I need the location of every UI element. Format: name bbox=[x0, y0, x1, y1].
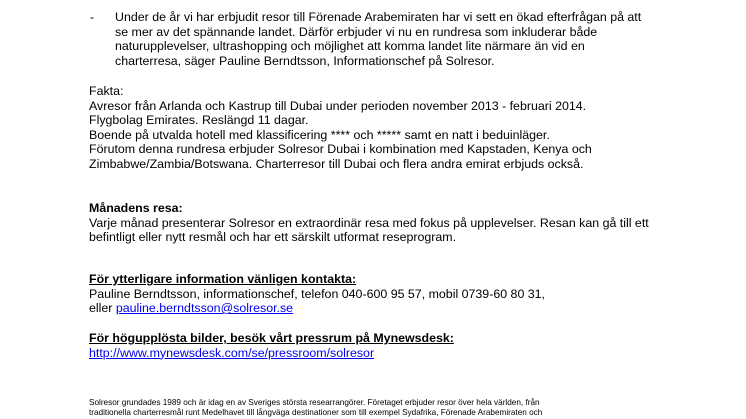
quote-line: naturupplevelser, ultrashopping och möjlighet att komma landet lite närmare än vid en bbox=[115, 39, 585, 54]
quote-line: charterresa, säger Pauline Berndtsson, Informationschef på Solresor. bbox=[115, 53, 495, 68]
quote-paragraph bbox=[115, 10, 650, 68]
footer-paragraph bbox=[89, 398, 669, 418]
fakta-line: Zimbabwe/Zambia/Botswana. Charterresor till Dubai och flera andra emirat erbjuds också. bbox=[89, 156, 584, 171]
footer-line: Solresor grundades 1989 och är idag en av Sveriges största researrangörer. Företaget erbjuder resor över hela världen, från bbox=[89, 398, 540, 407]
quote-line: Under de år vi har erbjudit resor till Förenade Arabemiraten har vi sett en ökad efterfrågan på att bbox=[115, 10, 642, 24]
bullet-marker: - bbox=[90, 10, 95, 24]
contact-email-link[interactable]: pauline.berndtsson@solresor.se bbox=[115, 301, 294, 316]
contact-line: Pauline Berndtsson, informationschef, telefon 040-600 95 57, mobil 0739-60 80 31, bbox=[89, 286, 546, 301]
fakta-line: Avresor från Arlanda och Kastrup till Dubai under perioden november 2013 - februari 2014. bbox=[89, 98, 587, 113]
footer-line: traditionella charterresmål runt Medelhavet till långväga destinationer som till exempel Sydafrika, Förenade Arabemiraten och bbox=[89, 408, 543, 417]
pressroom-heading: För högupplösta bilder, besök vårt pressrum på Mynewsdesk: bbox=[89, 331, 454, 345]
contact-heading: För ytterligare information vänligen kontakta: bbox=[89, 272, 357, 286]
pressroom-section bbox=[89, 331, 689, 360]
quote-line: se mer av det spännande landet. Därför erbjuder vi nu en rundresa som inkluderar både bbox=[115, 24, 598, 39]
manadens-resa-section bbox=[89, 201, 689, 245]
fakta-section bbox=[89, 84, 689, 172]
fakta-line: Boende på utvalda hotell med klassificering **** och ***** samt en natt i beduinläger. bbox=[89, 127, 550, 142]
fakta-heading: Fakta: bbox=[89, 84, 124, 98]
pressroom-link[interactable]: http://www.mynewsdesk.com/se/pressroom/solresor bbox=[89, 345, 375, 360]
contact-email-prefix: eller bbox=[89, 301, 116, 316]
manadens-resa-line: befintligt eller nytt resmål och har ett särskilt utformat reseprogram. bbox=[89, 230, 457, 245]
contact-email-line bbox=[89, 301, 689, 316]
manadens-resa-line: Varje månad presenterar Solresor en extraordinär resa med fokus på upplevelser. Resan kan gå till ett bbox=[89, 215, 649, 230]
fakta-line: Flygbolag Emirates. Reslängd 11 dagar. bbox=[89, 113, 309, 128]
fakta-line: Förutom denna rundresa erbjuder Solresor Dubai i kombination med Kapstaden, Kenya och bbox=[89, 142, 592, 157]
contact-section bbox=[89, 272, 689, 316]
manadens-resa-heading: Månadens resa: bbox=[89, 201, 183, 215]
